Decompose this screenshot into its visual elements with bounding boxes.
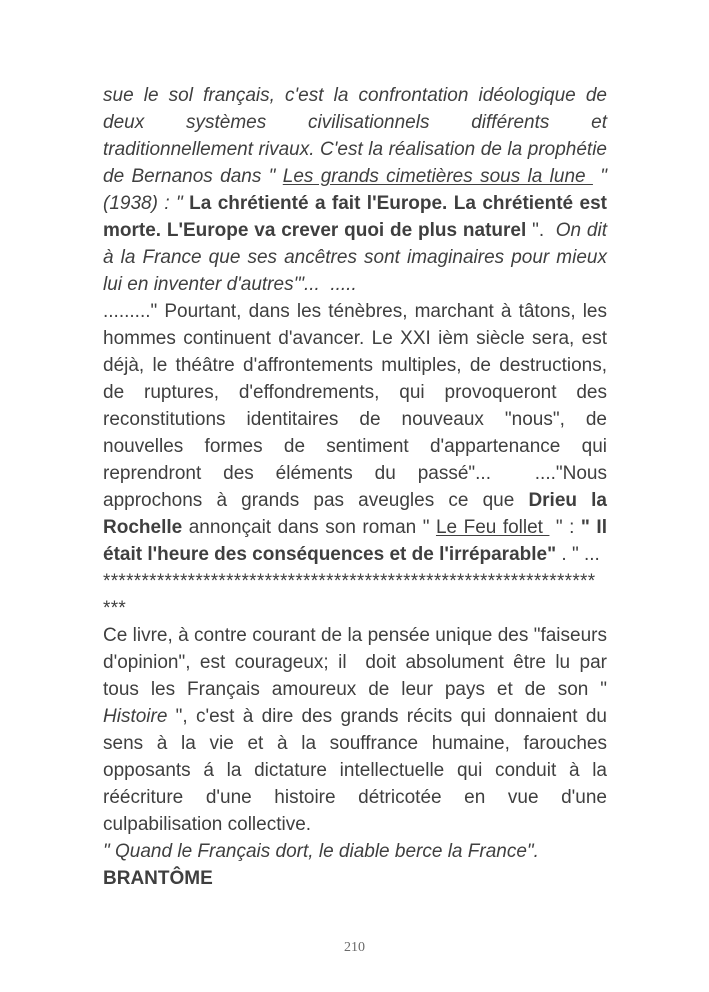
p1-bold-quote: La chrétienté a fait l'Europe. La chrétienté est morte. L'Europe va crever quoi de plus naturel xyxy=(103,193,607,241)
brantome-quote: " Quand le Français dort, le diable berce la France". xyxy=(103,841,539,862)
paragraph-bernanos xyxy=(103,82,607,298)
author-brantome: BRANTÔME xyxy=(103,868,213,889)
p2-colon-text: " : xyxy=(549,517,581,538)
page-footer xyxy=(0,938,709,956)
p1-lead-text: sue le sol français, c'est la confrontation idéologique de deux systèmes civilisationnels différents et traditionnellement rivaux. C'est la réalisation de la prophétie de Bernanos dans " xyxy=(103,85,607,187)
p3-lead-text: Ce livre, à contre courant de la pensée unique des "faiseurs d'opinion", est courageux; il doit absolument être lu par tous les Français amoureux de leur pays et de son " xyxy=(103,625,607,700)
p1-year-text: " (1938) : " xyxy=(103,166,608,214)
paragraph-pourtant xyxy=(103,298,607,568)
p2-lead-text: ........." Pourtant, dans les ténèbres, marchant à tâtons, les hommes continuent d'avancer. Le XXI ièm siècle sera, est déjà, le théâtre d'affrontements multiples, de destructions, de ruptures, d'effondrements, qui provoqueront des reconstitutions identitaires de nouveaux "nous", de nouvelles formes de sentiment d'appartenance qui reprendront des éléments du passé"... ...."Nous approchons à grands pas aveugles ce que xyxy=(103,301,607,511)
asterisk-separator-line1: **************************************************************** xyxy=(103,571,596,592)
p2-bold-quote: " Il était l'heure des conséquences et de l'irréparable" xyxy=(103,517,607,565)
p3-tail-text: ", c'est à dire des grands récits qui donnaient du sens à la vie et à la souffrance humaine, farouches opposants á la dictature intellectuelle qui conduit à la réécriture d'une histoire détricotée en vue d'une culpabilisation collective. xyxy=(103,706,607,835)
paragraph-author-name xyxy=(103,865,607,892)
book-title-le-feu-follet: Le Feu follet xyxy=(435,517,550,538)
author-drieu-la-rochelle: Drieu la Rochelle xyxy=(103,490,607,538)
p1-tail-text: On dit à la France que ses ancêtres sont imaginaires pour mieux lui en inventer d'autres'"... ..... xyxy=(103,220,607,295)
paragraph-quote-brantome xyxy=(103,838,607,865)
p3-histoire-word: Histoire xyxy=(103,706,168,727)
p2-mid-text: annonçait dans son roman " xyxy=(182,517,436,538)
paragraph-ce-livre xyxy=(103,622,607,838)
p1-close-quote: ". xyxy=(526,220,556,241)
p2-tail-text: . " ... xyxy=(556,544,600,565)
book-title-les-grands-cimetieres: Les grands cimetières sous la lune xyxy=(282,166,593,187)
asterisk-separator xyxy=(103,568,607,622)
page-number: 210 xyxy=(344,940,365,955)
asterisk-separator-line2: *** xyxy=(103,598,127,619)
text-block xyxy=(103,82,607,892)
